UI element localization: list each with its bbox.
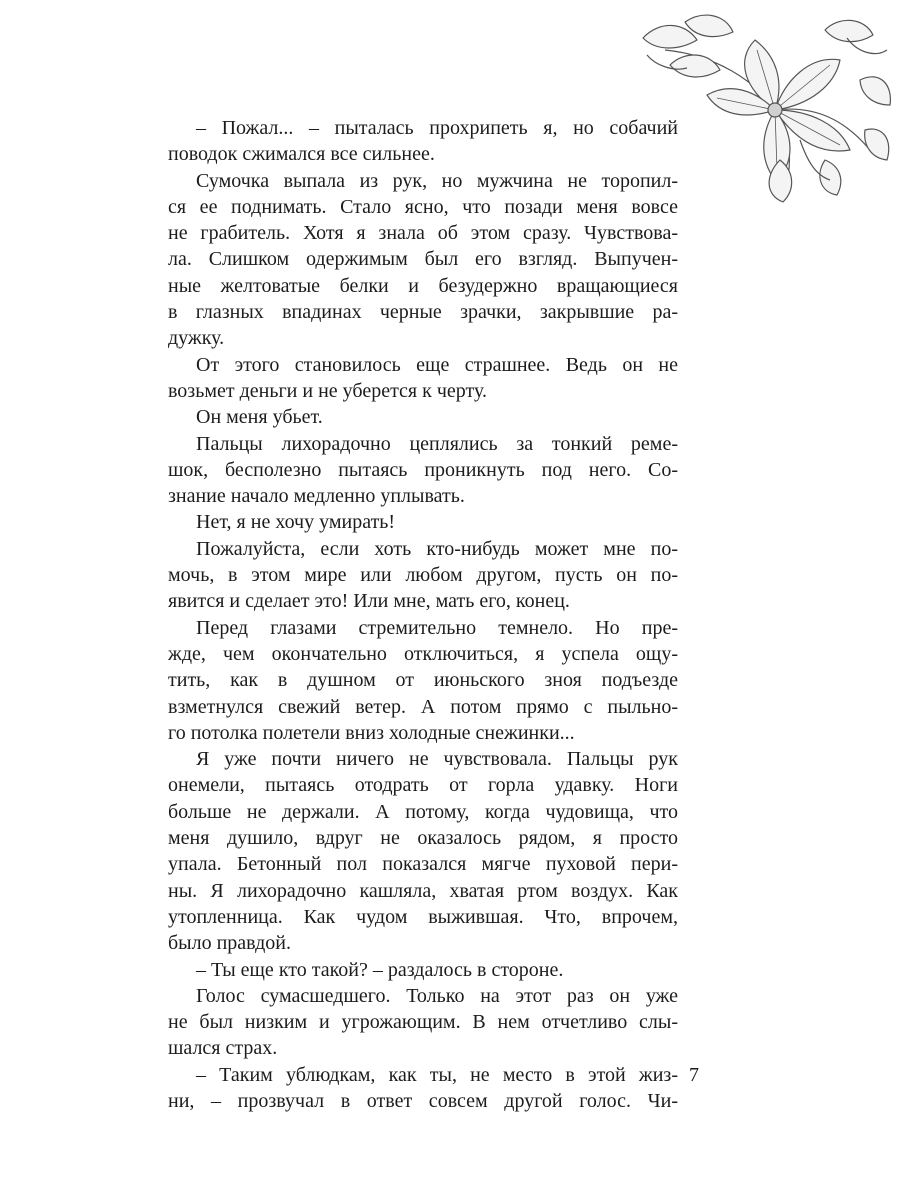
text-line: – Таким ублюдкам, как ты, не место в этой жиз-	[196, 1063, 678, 1086]
text-line: утопленница. Как чудом выжившая. Что, впрочем,	[168, 905, 678, 928]
text-line: Нет, я не хочу умирать!	[196, 511, 396, 534]
page-number: 7	[689, 1064, 699, 1086]
text-line: Голос сумасшедшего. Только на этот раз он уже	[196, 984, 678, 1007]
paragraph-2	[168, 168, 678, 352]
paragraph-9	[168, 746, 678, 956]
text-line: дужку.	[168, 327, 225, 350]
text-line: – Ты еще кто такой? – раздалось в стороне.	[196, 958, 564, 981]
paragraph-5	[168, 431, 678, 510]
text-line: Пожалуйста, если хоть кто-нибудь может мне по-	[196, 537, 678, 560]
text-line: ся ее поднимать. Стало ясно, что позади меня вовсе	[168, 195, 678, 218]
text-line: ны. Я лихорадочно кашляла, хватая ртом воздух. Как	[168, 879, 678, 902]
text-line: – Пожал... – пыталась прохрипеть я, но собачий	[196, 117, 678, 139]
text-line: было правдой.	[168, 932, 291, 955]
paragraph-11	[168, 983, 678, 1062]
text-line: го потолка полетели вниз холодные снежинки...	[168, 721, 575, 744]
text-line: взметнулся свежий ветер. А потом прямо с пыльно-	[168, 695, 678, 718]
text-line: в глазных впадинах черные зрачки, закрывшие ра-	[168, 301, 678, 324]
text-line: поводок сжимался все сильнее.	[168, 143, 435, 166]
text-line: больше не держали. А потому, когда чудовища, что	[168, 800, 678, 823]
text-line: Я уже почти ничего не чувствовала. Пальцы рук	[196, 748, 678, 771]
text-line: ные желтоватые белки и безудержно вращающиеся	[168, 274, 678, 297]
text-line: возьмет деньги и не уберется к черту.	[168, 379, 487, 402]
text-line: Перед глазами стремительно темнело. Но пре-	[196, 616, 678, 639]
paragraph-10	[168, 957, 678, 983]
body-text	[168, 115, 678, 1114]
text-line: меня душило, вдруг не оказалось рядом, я просто	[168, 827, 678, 850]
paragraph-1	[168, 115, 678, 168]
text-line: ла. Слишком одержимым был его взгляд. Выпучен-	[168, 248, 678, 271]
text-line: явится и сделает это! Или мне, мать его, конец.	[168, 590, 570, 613]
text-line: не был низким и угрожающим. В нем отчетливо слы-	[168, 1011, 678, 1034]
paragraph-6	[168, 509, 678, 535]
text-line: жде, чем окончательно отключиться, я успела ощу-	[168, 642, 678, 665]
text-line: От этого становилось еще страшнее. Ведь он не	[196, 353, 678, 376]
text-line: Он меня убьет.	[196, 406, 323, 429]
text-line: Сумочка выпала из рук, но мужчина не торопил-	[196, 169, 678, 192]
text-line: ни, – прозвучал в ответ совсем другой голос. Чи-	[168, 1089, 678, 1112]
paragraph-7	[168, 536, 678, 615]
text-line: знание начало медленно уплывать.	[168, 485, 465, 508]
paragraph-3	[168, 352, 678, 405]
text-line: Пальцы лихорадочно цеплялись за тонкий реме-	[196, 432, 678, 455]
paragraph-4	[168, 404, 678, 430]
paragraph-8	[168, 615, 678, 746]
text-line: онемели, пытаясь отодрать от горла удавку. Ноги	[168, 774, 678, 797]
text-line: тить, как в душном от июньского зноя подъезде	[168, 669, 678, 692]
text-line: шался страх.	[168, 1037, 278, 1060]
text-line: шок, бесполезно пытаясь проникнуть под него. Со-	[168, 458, 678, 481]
text-line: упала. Бетонный пол показался мягче пуховой пери-	[168, 853, 678, 876]
text-line: не грабитель. Хотя я знала об этом сразу. Чувствова-	[168, 222, 678, 245]
text-line: мочь, в этом мире или любом другом, пусть он по-	[168, 564, 678, 587]
paragraph-12	[168, 1062, 678, 1115]
